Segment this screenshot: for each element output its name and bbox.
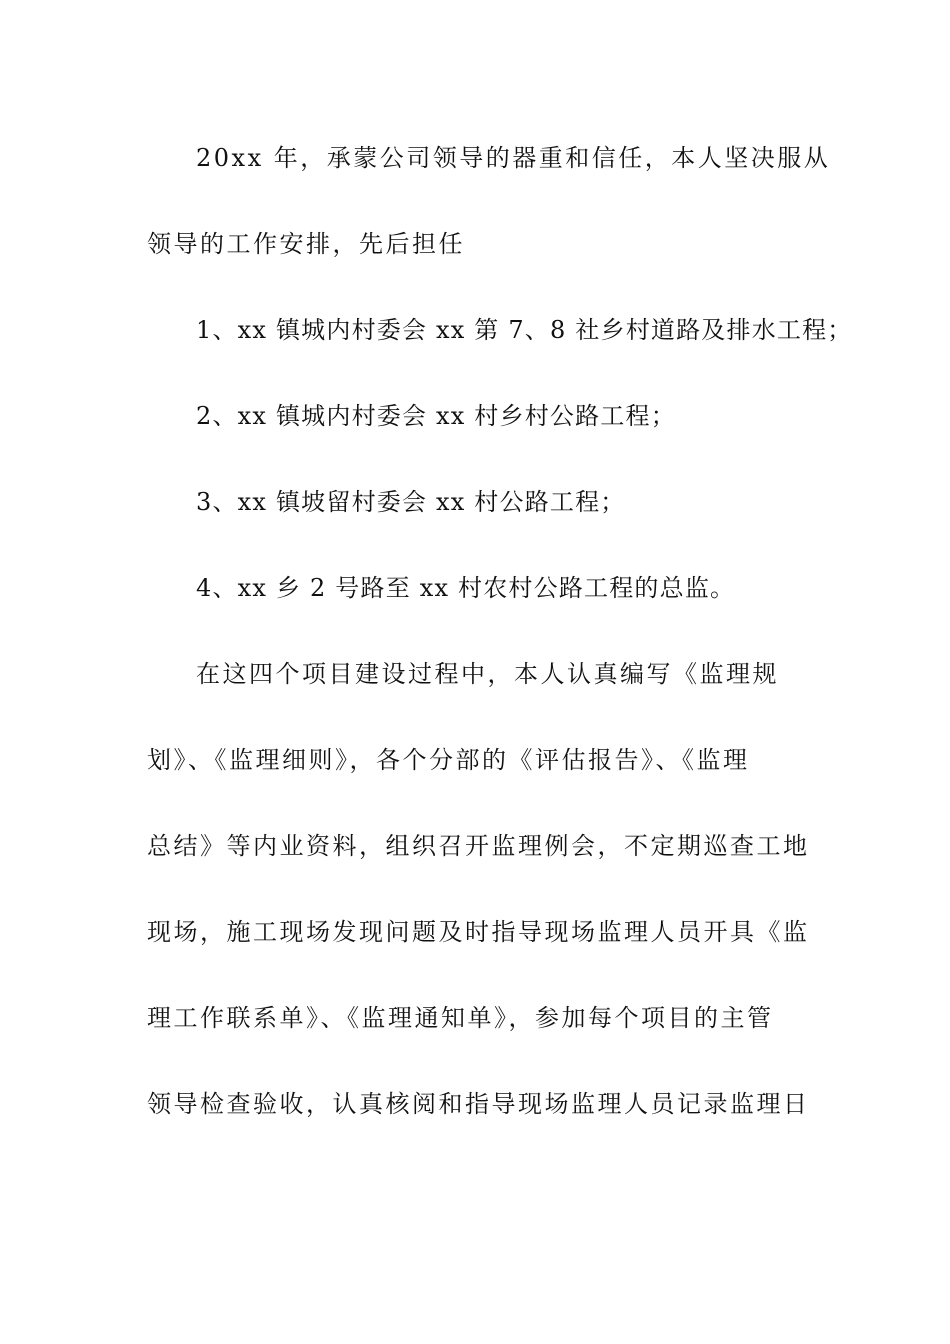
list-item-2: 2、xx 镇城内村委会 xx 村乡村公路工程； bbox=[196, 402, 676, 430]
paragraph-line-2: 领导的工作安排，先后担任 bbox=[147, 230, 465, 258]
paragraph-line-10: 现场，施工现场发现问题及时指导现场监理人员开具《监 bbox=[147, 918, 810, 946]
list-item-1: 1、xx 镇城内村委会 xx 第 7、8 社乡村道路及排水工程； bbox=[196, 316, 853, 344]
paragraph-line-1: 20xx 年，承蒙公司领导的器重和信任，本人坚决服从 bbox=[196, 144, 831, 172]
paragraph-line-8: 划》、《监理细则》，各个分部的《评估报告》、《监理 bbox=[147, 746, 750, 774]
paragraph-line-12: 领导检查验收，认真核阅和指导现场监理人员记录监理日 bbox=[147, 1090, 810, 1118]
paragraph-line-7: 在这四个项目建设过程中，本人认真编写《监理规 bbox=[196, 660, 779, 688]
list-item-3: 3、xx 镇坡留村委会 xx 村公路工程； bbox=[196, 488, 626, 516]
list-item-4: 4、xx 乡 2 号路至 xx 村农村公路工程的总监。 bbox=[196, 574, 736, 602]
paragraph-line-9: 总结》等内业资料，组织召开监理例会，不定期巡查工地 bbox=[147, 832, 810, 860]
paragraph-line-11: 理工作联系单》、《监理通知单》，参加每个项目的主管 bbox=[147, 1004, 774, 1032]
